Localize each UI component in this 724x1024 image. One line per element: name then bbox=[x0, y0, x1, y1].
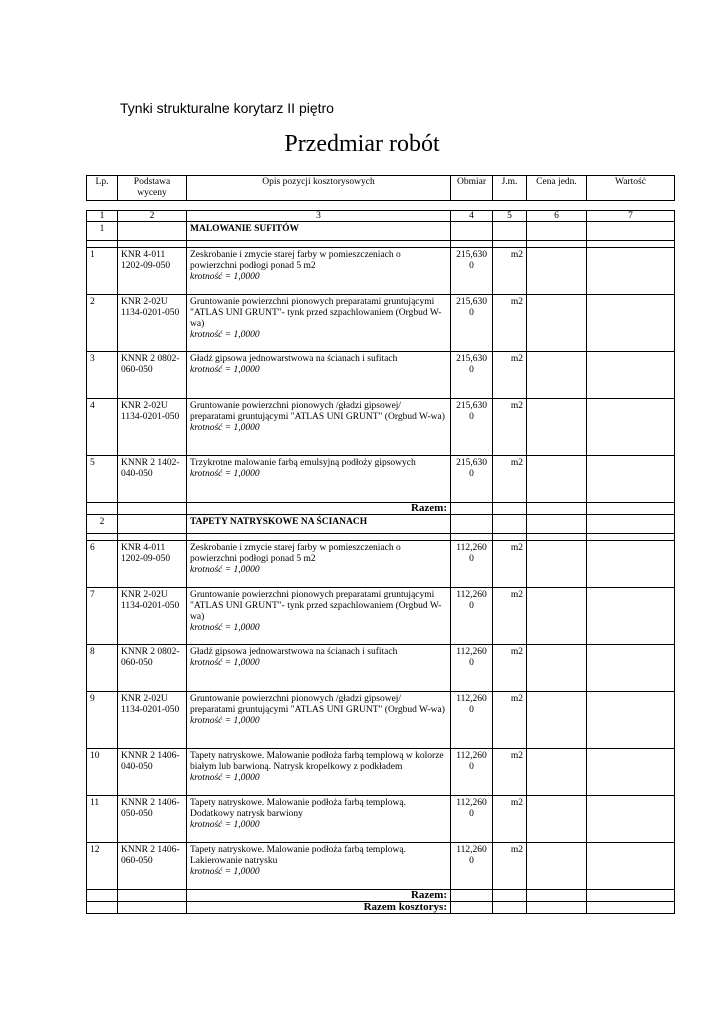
item-obmiar: 112,260 0 bbox=[451, 692, 493, 749]
empty-cell bbox=[118, 503, 187, 515]
section-name: TAPETY NATRYSKOWE NA ŚCIANACH bbox=[187, 515, 451, 534]
item-lp: 10 bbox=[87, 749, 118, 796]
item-podstawa: KNNR 2 0802-060-050 bbox=[118, 645, 187, 692]
item-description: Zeskrobanie i zmycie starej farby w pomieszczeniach o powierzchni podłogi ponad 5 m2 bbox=[190, 250, 401, 271]
item-cena bbox=[527, 295, 587, 352]
item-krotnosc: krotność = 1,0000 bbox=[190, 330, 260, 340]
empty-cell bbox=[451, 902, 493, 914]
item-cena bbox=[527, 843, 587, 890]
empty-cell bbox=[87, 890, 118, 902]
item-krotnosc: krotność = 1,0000 bbox=[190, 867, 260, 877]
empty-cell bbox=[493, 503, 527, 515]
item-description: Gruntowanie powierzchni pionowych /gładzi gipsowej/ preparatami gruntującymi "ATLAS UNI GRUNT" (Orgbud W-wa) bbox=[190, 401, 445, 422]
item-wartosc bbox=[587, 645, 675, 692]
item-krotnosc: krotność = 1,0000 bbox=[190, 623, 260, 633]
document-title bbox=[0, 131, 724, 158]
item-krotnosc: krotność = 1,0000 bbox=[190, 565, 260, 575]
empty-cell bbox=[451, 503, 493, 515]
empty-cell bbox=[527, 534, 587, 541]
item-cena bbox=[527, 399, 587, 456]
empty-cell bbox=[118, 515, 187, 534]
item-opis bbox=[187, 692, 451, 749]
item-cena bbox=[527, 248, 587, 295]
item-jm: m2 bbox=[493, 843, 527, 890]
item-opis bbox=[187, 588, 451, 645]
item-description: Tapety natryskowe. Malowanie podłoża farbą templową w kolorze białym lub barwioną. Natrysk kropelkowy z podkładem bbox=[190, 751, 444, 772]
item-cena bbox=[527, 352, 587, 399]
item-opis bbox=[187, 541, 451, 588]
item-obmiar: 112,260 0 bbox=[451, 588, 493, 645]
empty-cell bbox=[527, 515, 587, 534]
item-podstawa: KNNR 2 1402-040-050 bbox=[118, 456, 187, 503]
empty-cell bbox=[587, 515, 675, 534]
header-lp: Lp. bbox=[87, 176, 118, 201]
cost-estimate-table bbox=[86, 210, 675, 914]
section-row bbox=[87, 515, 675, 534]
item-podstawa: KNNR 2 1406-050-050 bbox=[118, 796, 187, 843]
item-lp: 3 bbox=[87, 352, 118, 399]
section-total-row bbox=[87, 503, 675, 515]
col-number: 7 bbox=[587, 211, 675, 222]
empty-cell bbox=[493, 902, 527, 914]
spacer-row bbox=[87, 241, 675, 248]
item-opis bbox=[187, 456, 451, 503]
empty-cell bbox=[527, 222, 587, 241]
item-krotnosc: krotność = 1,0000 bbox=[190, 272, 260, 282]
table-row bbox=[87, 541, 675, 588]
item-podstawa: KNNR 2 1406-040-050 bbox=[118, 749, 187, 796]
col-number: 4 bbox=[451, 211, 493, 222]
item-obmiar: 215,630 0 bbox=[451, 248, 493, 295]
item-jm: m2 bbox=[493, 692, 527, 749]
item-krotnosc: krotność = 1,0000 bbox=[190, 658, 260, 668]
item-opis bbox=[187, 843, 451, 890]
empty-cell bbox=[527, 902, 587, 914]
item-lp: 8 bbox=[87, 645, 118, 692]
document-subtitle: Tynki strukturalne korytarz II piętro bbox=[120, 100, 334, 116]
item-podstawa: KNR 2-02U 1134-0201-050 bbox=[118, 692, 187, 749]
item-opis bbox=[187, 295, 451, 352]
empty-cell bbox=[451, 890, 493, 902]
empty-cell bbox=[451, 241, 493, 248]
header-jm: J.m. bbox=[493, 176, 527, 201]
header-cena: Cena jedn. bbox=[527, 176, 587, 201]
item-opis bbox=[187, 796, 451, 843]
header-wartosc: Wartość bbox=[587, 176, 675, 201]
table-row bbox=[87, 843, 675, 890]
section-name: MALOWANIE SUFITÓW bbox=[187, 222, 451, 241]
item-cena bbox=[527, 588, 587, 645]
empty-cell bbox=[87, 503, 118, 515]
empty-cell bbox=[587, 222, 675, 241]
header-opis: Opis pozycji kosztorysowych bbox=[187, 176, 451, 201]
item-jm: m2 bbox=[493, 588, 527, 645]
col-number: 2 bbox=[118, 211, 187, 222]
empty-cell bbox=[587, 241, 675, 248]
empty-cell bbox=[527, 890, 587, 902]
item-podstawa: KNNR 2 0802-060-050 bbox=[118, 352, 187, 399]
item-obmiar: 112,260 0 bbox=[451, 843, 493, 890]
section-number: 2 bbox=[87, 515, 118, 534]
item-wartosc bbox=[587, 796, 675, 843]
empty-cell bbox=[493, 515, 527, 534]
item-lp: 12 bbox=[87, 843, 118, 890]
item-opis bbox=[187, 248, 451, 295]
item-obmiar: 112,260 0 bbox=[451, 796, 493, 843]
empty-cell bbox=[587, 902, 675, 914]
item-opis bbox=[187, 352, 451, 399]
table-row bbox=[87, 588, 675, 645]
item-opis bbox=[187, 399, 451, 456]
item-description: Gruntowanie powierzchni pionowych preparatami gruntującymi "ATLAS UNI GRUNT"- tynk przed szpachlowaniem (Orgbud W-wa) bbox=[190, 590, 442, 622]
item-lp: 2 bbox=[87, 295, 118, 352]
item-opis bbox=[187, 749, 451, 796]
empty-cell bbox=[87, 241, 118, 248]
section-total-row bbox=[87, 890, 675, 902]
col-number: 6 bbox=[527, 211, 587, 222]
empty-cell bbox=[87, 534, 118, 541]
item-krotnosc: krotność = 1,0000 bbox=[190, 716, 260, 726]
item-wartosc bbox=[587, 248, 675, 295]
item-wartosc bbox=[587, 295, 675, 352]
item-lp: 1 bbox=[87, 248, 118, 295]
item-obmiar: 112,260 0 bbox=[451, 645, 493, 692]
table-row bbox=[87, 456, 675, 503]
item-cena bbox=[527, 645, 587, 692]
header-table bbox=[86, 175, 675, 201]
item-description: Gruntowanie powierzchni pionowych /gładzi gipsowej/ preparatami gruntującymi "ATLAS UNI GRUNT" (Orgbud W-wa) bbox=[190, 694, 445, 715]
item-obmiar: 112,260 0 bbox=[451, 749, 493, 796]
col-number: 5 bbox=[493, 211, 527, 222]
item-wartosc bbox=[587, 843, 675, 890]
header-podstawa: Podstawa wyceny bbox=[118, 176, 187, 201]
empty-cell bbox=[493, 534, 527, 541]
empty-cell bbox=[118, 890, 187, 902]
item-lp: 5 bbox=[87, 456, 118, 503]
empty-cell bbox=[527, 241, 587, 248]
grand-total-row bbox=[87, 902, 675, 914]
item-podstawa: KNR 4-011 1202-09-050 bbox=[118, 248, 187, 295]
empty-cell bbox=[451, 534, 493, 541]
item-krotnosc: krotność = 1,0000 bbox=[190, 365, 260, 375]
item-podstawa: KNR 2-02U 1134-0201-050 bbox=[118, 295, 187, 352]
item-description: Tapety natryskowe. Malowanie podłoża farbą templową. Lakierowanie natrysku bbox=[190, 845, 406, 866]
item-podstawa: KNR 2-02U 1134-0201-050 bbox=[118, 588, 187, 645]
item-description: Gładź gipsowa jednowarstwowa na ścianach i sufitach bbox=[190, 354, 398, 364]
item-description: Gruntowanie powierzchni pionowych preparatami gruntującymi "ATLAS UNI GRUNT"- tynk przed szpachlowaniem (Orgbud W-wa) bbox=[190, 297, 442, 329]
table-row bbox=[87, 248, 675, 295]
empty-cell bbox=[87, 902, 118, 914]
item-cena bbox=[527, 456, 587, 503]
empty-cell bbox=[118, 222, 187, 241]
table-row bbox=[87, 749, 675, 796]
item-jm: m2 bbox=[493, 399, 527, 456]
item-krotnosc: krotność = 1,0000 bbox=[190, 469, 260, 479]
item-wartosc bbox=[587, 588, 675, 645]
table-row bbox=[87, 352, 675, 399]
title-text: Przedmiar robót bbox=[284, 131, 440, 157]
item-cena bbox=[527, 749, 587, 796]
section-number: 1 bbox=[87, 222, 118, 241]
empty-cell bbox=[493, 241, 527, 248]
table-row bbox=[87, 645, 675, 692]
item-lp: 7 bbox=[87, 588, 118, 645]
item-obmiar: 215,630 0 bbox=[451, 352, 493, 399]
item-jm: m2 bbox=[493, 749, 527, 796]
item-jm: m2 bbox=[493, 352, 527, 399]
item-podstawa: KNNR 2 1406-060-050 bbox=[118, 843, 187, 890]
empty-cell bbox=[118, 534, 187, 541]
item-lp: 6 bbox=[87, 541, 118, 588]
section-total-label: Razem: bbox=[187, 890, 451, 902]
item-description: Tapety natryskowe. Malowanie podłoża farbą templową. Dodatkowy natrysk barwiony bbox=[190, 798, 406, 819]
empty-cell bbox=[187, 241, 451, 248]
item-wartosc bbox=[587, 456, 675, 503]
spacer-row bbox=[87, 534, 675, 541]
table-row bbox=[87, 796, 675, 843]
item-jm: m2 bbox=[493, 295, 527, 352]
empty-cell bbox=[493, 890, 527, 902]
item-jm: m2 bbox=[493, 541, 527, 588]
item-obmiar: 215,630 0 bbox=[451, 456, 493, 503]
header-obmiar: Obmiar bbox=[451, 176, 493, 201]
empty-cell bbox=[527, 503, 587, 515]
col-number: 3 bbox=[187, 211, 451, 222]
section-row bbox=[87, 222, 675, 241]
item-lp: 9 bbox=[87, 692, 118, 749]
item-cena bbox=[527, 796, 587, 843]
column-number-row bbox=[87, 211, 675, 222]
empty-cell bbox=[587, 890, 675, 902]
item-krotnosc: krotność = 1,0000 bbox=[190, 773, 260, 783]
item-wartosc bbox=[587, 749, 675, 796]
empty-cell bbox=[451, 222, 493, 241]
item-cena bbox=[527, 541, 587, 588]
table-row bbox=[87, 295, 675, 352]
empty-cell bbox=[587, 534, 675, 541]
empty-cell bbox=[587, 503, 675, 515]
item-jm: m2 bbox=[493, 456, 527, 503]
item-obmiar: 215,630 0 bbox=[451, 399, 493, 456]
item-obmiar: 215,630 0 bbox=[451, 295, 493, 352]
header-row bbox=[87, 176, 675, 201]
item-opis bbox=[187, 645, 451, 692]
item-wartosc bbox=[587, 399, 675, 456]
item-description: Zeskrobanie i zmycie starej farby w pomieszczeniach o powierzchni podłogi ponad 5 m2 bbox=[190, 543, 401, 564]
item-lp: 4 bbox=[87, 399, 118, 456]
item-wartosc bbox=[587, 352, 675, 399]
empty-cell bbox=[118, 241, 187, 248]
item-podstawa: KNR 2-02U 1134-0201-050 bbox=[118, 399, 187, 456]
item-wartosc bbox=[587, 692, 675, 749]
empty-cell bbox=[187, 534, 451, 541]
item-cena bbox=[527, 692, 587, 749]
item-description: Trzykrotne malowanie farbą emulsyjną podłoży gipsowych bbox=[190, 458, 416, 468]
empty-cell bbox=[493, 222, 527, 241]
empty-cell bbox=[118, 902, 187, 914]
item-description: Gładź gipsowa jednowarstwowa na ścianach i sufitach bbox=[190, 647, 398, 657]
item-podstawa: KNR 4-011 1202-09-050 bbox=[118, 541, 187, 588]
table-row bbox=[87, 692, 675, 749]
item-wartosc bbox=[587, 541, 675, 588]
grand-total-label: Razem kosztorys: bbox=[187, 902, 451, 914]
item-krotnosc: krotność = 1,0000 bbox=[190, 820, 260, 830]
section-total-label: Razem: bbox=[187, 503, 451, 515]
table-row bbox=[87, 399, 675, 456]
item-jm: m2 bbox=[493, 796, 527, 843]
item-jm: m2 bbox=[493, 248, 527, 295]
item-lp: 11 bbox=[87, 796, 118, 843]
item-obmiar: 112,260 0 bbox=[451, 541, 493, 588]
item-jm: m2 bbox=[493, 645, 527, 692]
item-krotnosc: krotność = 1,0000 bbox=[190, 423, 260, 433]
col-number: 1 bbox=[87, 211, 118, 222]
empty-cell bbox=[451, 515, 493, 534]
